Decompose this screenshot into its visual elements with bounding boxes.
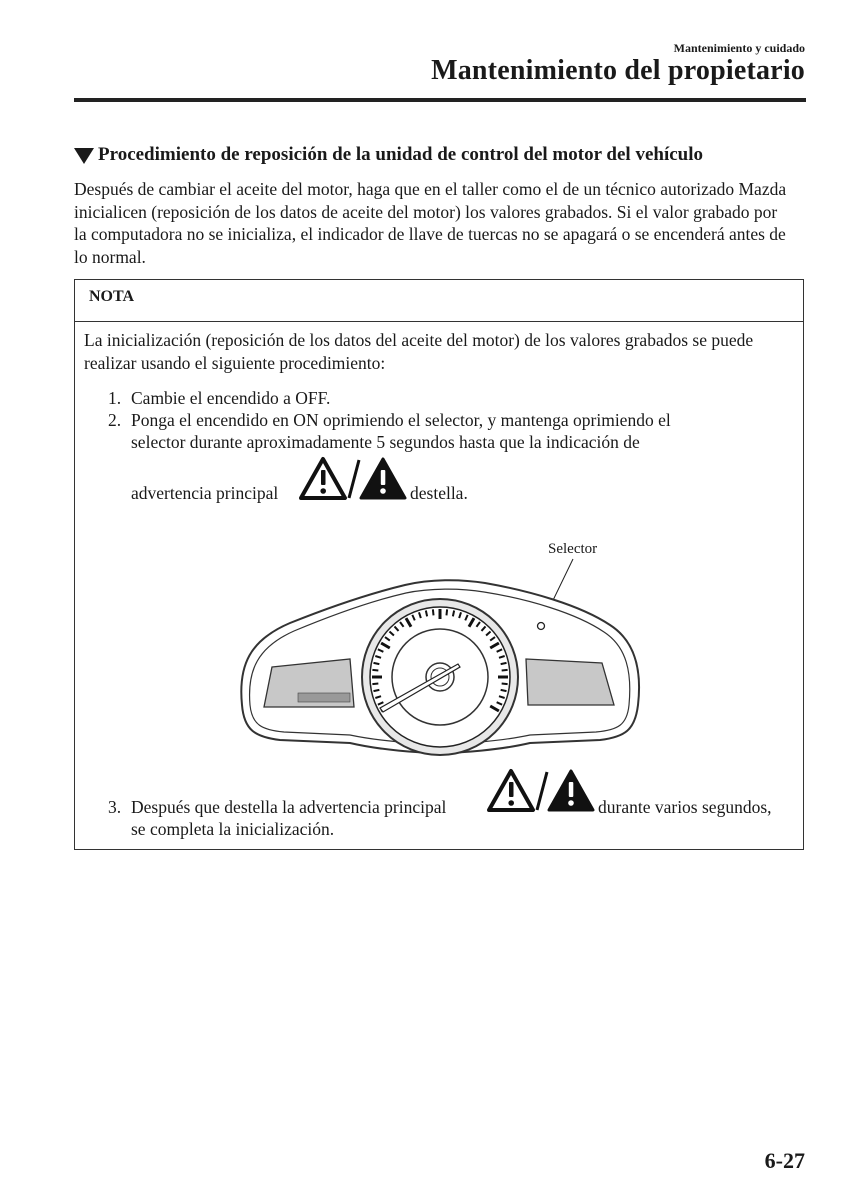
tach-tick bbox=[433, 609, 434, 615]
step2-number: 2. bbox=[108, 410, 122, 430]
tach-tick bbox=[446, 609, 447, 615]
header-section: Mantenimiento y cuidado bbox=[673, 41, 805, 55]
step3-line1-post: durante varios segundos, bbox=[598, 797, 772, 817]
note-intro: La inicialización (reposición de los datos del aceite del motor) de los valores grabados se puede realizar usando el siguiente procedimiento: bbox=[84, 330, 754, 373]
step3-number: 3. bbox=[108, 797, 122, 817]
header-rule bbox=[74, 98, 806, 102]
tach-tick bbox=[502, 670, 508, 671]
step3-line1-pre: Después que destella la advertencia principal bbox=[131, 797, 447, 817]
warning-filled-icon bbox=[549, 771, 593, 810]
warning-outline-icon bbox=[301, 459, 345, 498]
master-warning-icons-2 bbox=[487, 768, 595, 814]
tach-tick bbox=[373, 663, 379, 664]
warning-outline-icon bbox=[489, 771, 533, 810]
tach-tick bbox=[372, 683, 378, 684]
step2-line1: Ponga el encendido en ON oprimiendo el selector, y mantenga oprimiendo el bbox=[131, 410, 671, 430]
step2-line3-post: destella. bbox=[410, 483, 468, 503]
odometer-segments bbox=[298, 693, 350, 702]
section-title bbox=[74, 144, 703, 166]
section-intro: Después de cambiar el aceite del motor, haga que en el taller como el de un técnico autorizado Mazda inicialicen (reposición de los datos de aceite del motor) los valores grabados. Si el valor grabado por la computadora no se inicializa, el indicador de llave de tuercas no se apagará o se encenderá antes de lo normal. bbox=[74, 179, 787, 267]
tach-tick bbox=[426, 610, 427, 616]
step2-line3-pre: advertencia principal bbox=[131, 483, 279, 503]
page-number: 6-27 bbox=[764, 1148, 805, 1173]
tach-tick bbox=[372, 670, 378, 671]
step1-text: Cambie el encendido a OFF. bbox=[131, 388, 331, 408]
master-warning-icons bbox=[299, 456, 407, 502]
instrument-cluster-figure bbox=[230, 555, 650, 760]
tach-tick bbox=[501, 663, 507, 664]
figure-label-selector: Selector bbox=[548, 541, 598, 557]
selector-knob bbox=[538, 623, 545, 630]
triangle-bullet-icon bbox=[74, 148, 94, 164]
tach-tick bbox=[501, 690, 507, 691]
step3-line2: se completa la inicialización. bbox=[131, 819, 335, 839]
warning-filled-icon bbox=[361, 459, 405, 498]
note-heading: NOTA bbox=[75, 280, 803, 322]
header-title: Mantenimiento del propietario bbox=[431, 55, 805, 86]
step2-line2: selector durante aproximadamente 5 segundos hasta que la indicación de bbox=[131, 432, 640, 452]
tach-tick bbox=[373, 690, 379, 691]
step1-number: 1. bbox=[108, 388, 122, 408]
tach-tick bbox=[502, 683, 508, 684]
section-title-text: Procedimiento de reposición de la unidad de control del motor del vehículo bbox=[98, 144, 704, 165]
tach-tick bbox=[453, 610, 454, 616]
